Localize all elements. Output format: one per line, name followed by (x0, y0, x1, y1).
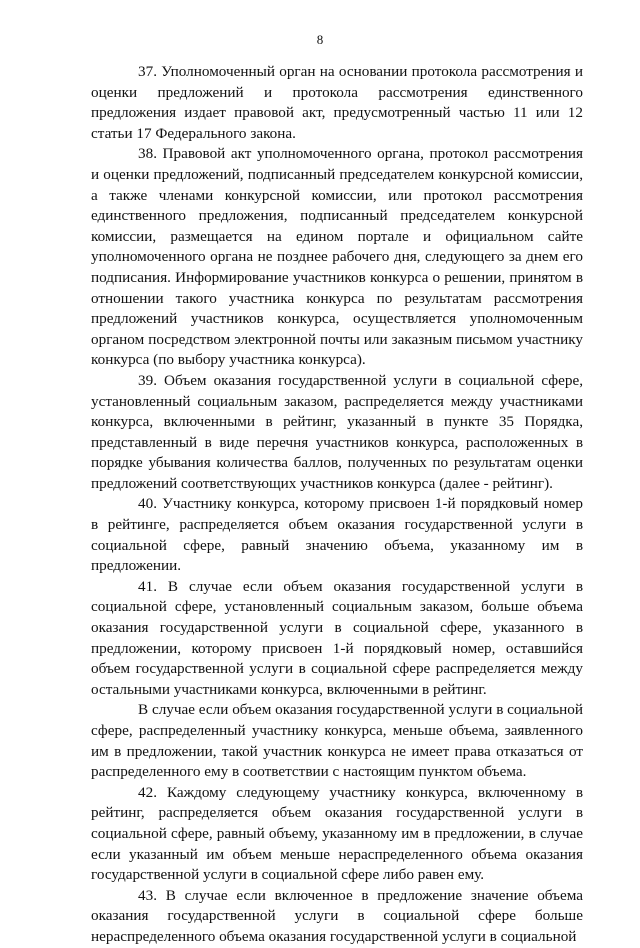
document-body (91, 62, 583, 948)
page-number: 8 (316, 32, 324, 47)
paragraph-43: 43. В случае если включенное в предложение значение объема оказания государственной услуги в социальной сфере больше нераспределенного объема оказания государственной услуги в социальной (91, 886, 583, 945)
paragraph-38: 38. Правовой акт уполномоченного органа, протокол рассмотрения и оценки предложений, подписанный председателем конкурсной комиссии, а также членами конкурсной комиссии, или протокол рассмотрения единственного предложения, подписанный председателем конкурсной комиссии, размещается на едином портале и официальном сайте уполномоченного органа не позднее рабочего дня, следующего за днем его подписания. Информирование участников конкурса о решении, принятом в отношении такого участника конкурса по результатам рассмотрения предложений участников конкурса, осуществляется уполномоченным органом посредством электронной почты или заказным письмом участнику конкурса (по выбору участника конкурса). (91, 145, 583, 369)
paragraph-39: 39. Объем оказания государственной услуги в социальной сфере, установленный социальным заказом, распределяется между участниками конкурса, включенными в рейтинг, указанный в пункте 35 Порядка, представленный в виде перечня участников конкурса, расположенных в порядке убывания количества баллов, полученных по результатам оценки предложений соответствующих участников конкурса (далее - рейтинг). (91, 371, 583, 492)
paragraph-41-continued: В случае если объем оказания государственной услуги в социальной сфере, распределенный участнику конкурса, меньше объема, заявленного им в предложении, такой участник конкурса не имеет права отказаться от распределенного ему в соответствии с настоящим пунктом объема. (91, 701, 583, 781)
paragraph-37: 37. Уполномоченный орган на основании протокола рассмотрения и оценки предложений и протокола рассмотрения единственного предложения издает правовой акт, предусмотренный частью 11 или 12 статьи 17 Федерального закона. (91, 63, 583, 142)
paragraph-41: 41. В случае если объем оказания государственной услуги в социальной сфере, установленный социальным заказом, больше объема оказания государственной услуги в социальной сфере, указанного в предложении, которому присвоен 1-й порядковый номер, оставшийся объем государственной услуги в социальной сфере распределяется между остальными участниками конкурса, включенными в рейтинг. (91, 577, 583, 698)
paragraph-40: 40. Участнику конкурса, которому присвоен 1-й порядковый номер в рейтинге, распределяется объем оказания государственной услуги в социальной сфере, равный значению объема, указанному им в предложении. (91, 495, 583, 575)
paragraph-42: 42. Каждому следующему участнику конкурса, включенному в рейтинг, распределяется объем оказания государственной услуги в социальной сфере, равный объему, указанному им в предложении, в случае если указанный им объем меньше нераспределенного объема оказания государственной услуги в социальной сфере либо равен ему. (91, 783, 583, 884)
